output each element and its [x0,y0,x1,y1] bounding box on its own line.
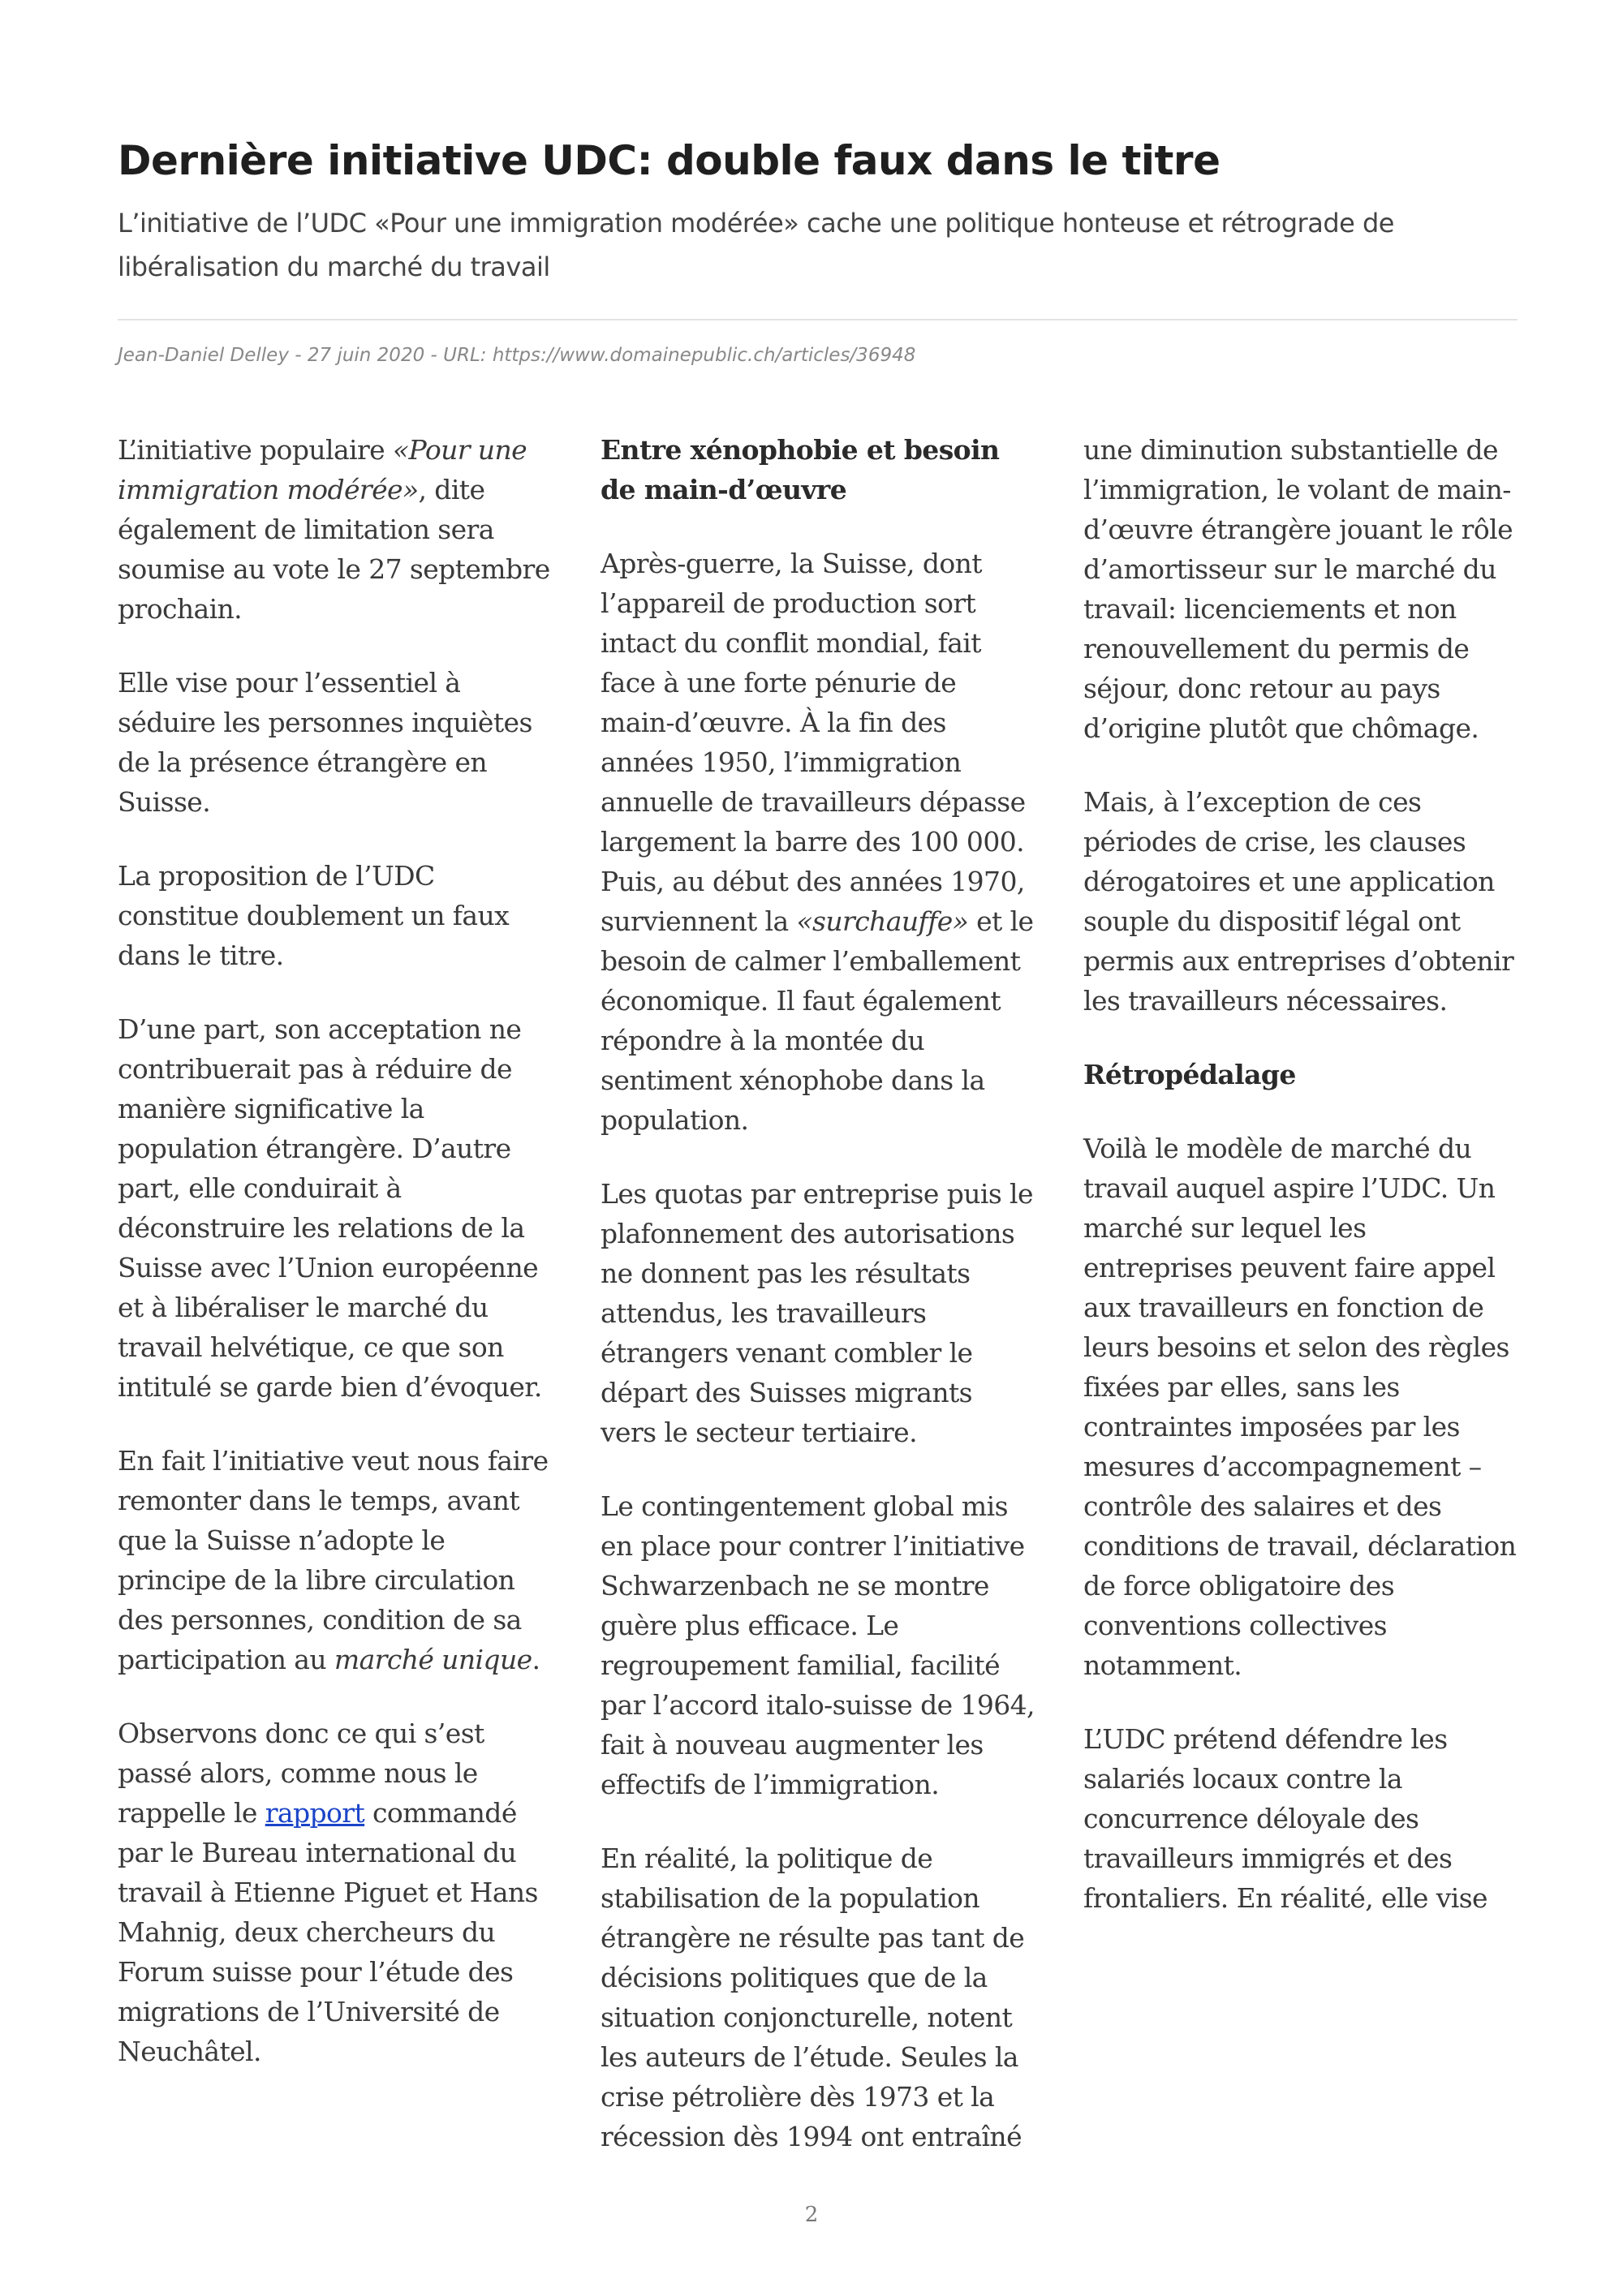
article-subtitle: L’initiative de l’UDC «Pour une immigration modérée» cache une politique honteuse et rétrograde de libéralisation du marché du travail [118,208,1394,282]
paragraph: Observons donc ce qui s’est passé alors, comme nous le rappelle le rapport commandé par le Bureau international du travail à Etienne Piguet et Hans Mahnig, deux chercheurs du Forum suisse pour l’étude des migrations de l’Université de Neuchâtel. [118,1718,538,2067]
section-heading-retropedalage: Rétropédalage [1083,1059,1296,1090]
emphasis-text: marché unique [334,1644,532,1675]
emphasis-text: «surchauffe» [796,905,969,937]
section-heading-xenophobie: Entre xénophobie et besoin de main-d’œuvre [601,434,1000,505]
paragraph: Le contingentement global mis en place pour contrer l’initiative Schwarzenbach ne se montre guère plus efficace. Le regroupement familial, facilité par l’accord italo-suisse de 1964, fait à nouveau augmenter les effectifs de l’immigration. [601,1490,1035,1800]
paragraph: En réalité, la politique de stabilisation de la population étrangère ne résulte pas tant de décisions politiques que de la situation conjoncturelle, notent les auteurs de l’étude. Seules la crise pétrolière dès 1973 et la récession dès 1994 ont entraîné une diminution substantielle de l’immigration, le volant de main-d’œuvre étrangère jouant le rôle d’amortisseur sur le marché du travail: licenciements et non renouvellement du permis de séjour, donc retour au pays d’origine plutôt que chômage. [601,434,1513,2152]
initiative-name: «Pour une immigration modérée» [118,434,527,505]
paragraph-intro: L’initiative populaire «Pour une immigration modérée», dite également de limitation sera soumise au vote le 27 septembre prochain. [118,434,550,625]
paragraph: Voilà le modèle de marché du travail auquel aspire l’UDC. Un marché sur lequel les entreprises peuvent faire appel aux travailleurs en fonction de leurs besoins et selon des règles fixées par elles, sans les contraintes imposées par les mesures d’accompagnement – contrôle des salaires et des conditions de travail, déclaration de force obligatoire des conventions collectives notamment. [1083,1133,1517,1681]
paragraph: Elle vise pour l’essentiel à séduire les personnes inquiètes de la présence étrangère en Suisse. [118,667,532,818]
rapport-link[interactable]: rapport [265,1797,365,1829]
paragraph: La proposition de l’UDC constitue doublement un faux dans le titre. [118,860,510,971]
article-header [118,131,1518,289]
paragraph: En fait l’initiative veut nous faire remonter dans le temps, avant que la Suisse n’adopte le principe de la libre circulation des personnes, condition de sa participation au marché unique. [118,1445,549,1675]
paragraph: Mais, à l’exception de ces périodes de crise, les clauses dérogatoires et une application souple du dispositif légal ont permis aux entreprises d’obtenir les travailleurs nécessaires. [1083,786,1514,1017]
paragraph: Les quotas par entreprise puis le plafonnement des autorisations ne donnent pas les résultats attendus, les travailleurs étrangers venant combler le départ des Suisses migrants vers le secteur tertiaire. [601,1178,1033,1448]
article-title: Dernière initiative UDC: double faux dans le titre [118,137,1220,184]
page-number: 2 [804,2203,819,2227]
paragraph: D’une part, son acceptation ne contribuerait pas à réduire de manière significative la population étrangère. D’autre part, elle conduirait à déconstruire les relations de la Suisse avec l’Union européenne et à libéraliser le marché du travail helvétique, ce que son intitulé se garde bien d’évoquer. [118,1013,542,1403]
paragraph: Après-guerre, la Suisse, dont l’appareil de production sort intact du conflit mondial, fait face à une forte pénurie de main-d’œuvre. À la fin des années 1950, l’immigration annuelle de travailleurs dépasse largement la barre des 100 000. Puis, au début des années 1970, surviennent la «surchauffe» et le besoin de calmer l’emballement économique. Il faut également répondre à la montée du sentiment xénophobe dans la population. [601,548,1034,1136]
header-divider [118,319,1518,320]
article-byline: Jean-Daniel Delley - 27 juin 2020 - URL: https://www.domainepublic.ch/articles/36948 [118,345,916,366]
article-body [118,430,1518,2174]
paragraph: L’UDC prétend défendre les salariés locaux contre la concurrence déloyale des travailleurs immigrés et des frontaliers. En réalité, elle vise [1083,1723,1487,1914]
